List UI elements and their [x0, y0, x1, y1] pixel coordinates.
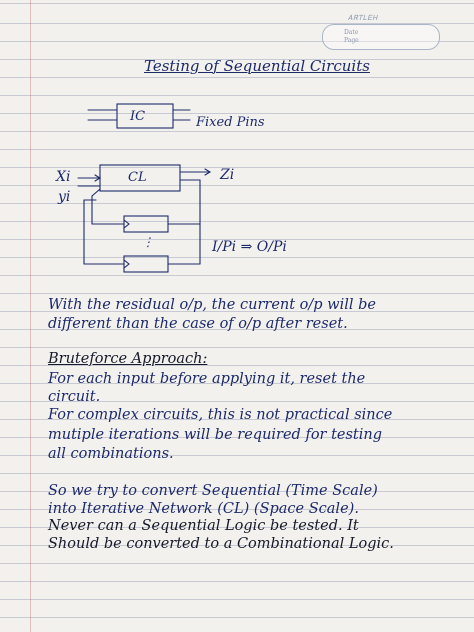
bruteforce-heading: Bruteforce Approach:: [48, 351, 208, 367]
convert-line-1: So we try to convert Sequential (Time Scale): [48, 483, 378, 499]
complex-line-1: For complex circuits, this is not practical since: [48, 407, 393, 423]
complex-line-3: all combinations.: [48, 446, 174, 462]
notebook-logo-brand: ᎪᏒᎢᏞᎬᎻ: [348, 14, 378, 22]
memory-element-2: [124, 256, 168, 272]
convert-line-2: into Iterative Network (CL) (Space Scale).: [48, 501, 359, 517]
convert-line-4: Should be converted to a Combinational Logic.: [48, 536, 394, 552]
input-x-label: Xi: [56, 169, 71, 185]
fixed-pins-label: Fixed Pins: [196, 115, 265, 130]
residual-line-2: different than the case of o/p after reset.: [48, 316, 348, 332]
output-z-label: Zi: [220, 167, 235, 183]
notebook-logo-date-label: Date: [344, 29, 359, 36]
bruteforce-line-2: circuit.: [48, 389, 101, 405]
memory-element-1: [124, 216, 168, 232]
convert-line-3: Never can a Sequential Logic be tested. It: [48, 518, 359, 534]
bruteforce-line-1: For each input before applying it, reset the: [48, 371, 366, 387]
page-title: Testing of Sequential Circuits: [144, 57, 370, 75]
input-y-label: yi: [58, 189, 71, 205]
complex-line-2: mutiple iterations will be required for testing: [48, 427, 383, 443]
dots-label: ⋮: [142, 235, 154, 249]
notebook-logo-page-label: Page: [344, 37, 359, 44]
ic-label: IC: [130, 109, 146, 124]
cl-label: CL: [128, 170, 147, 185]
residual-line-1: With the residual o/p, the current o/p will be: [48, 297, 376, 313]
ip-op-label: I/Pi ⇒ O/Pi: [212, 239, 287, 255]
